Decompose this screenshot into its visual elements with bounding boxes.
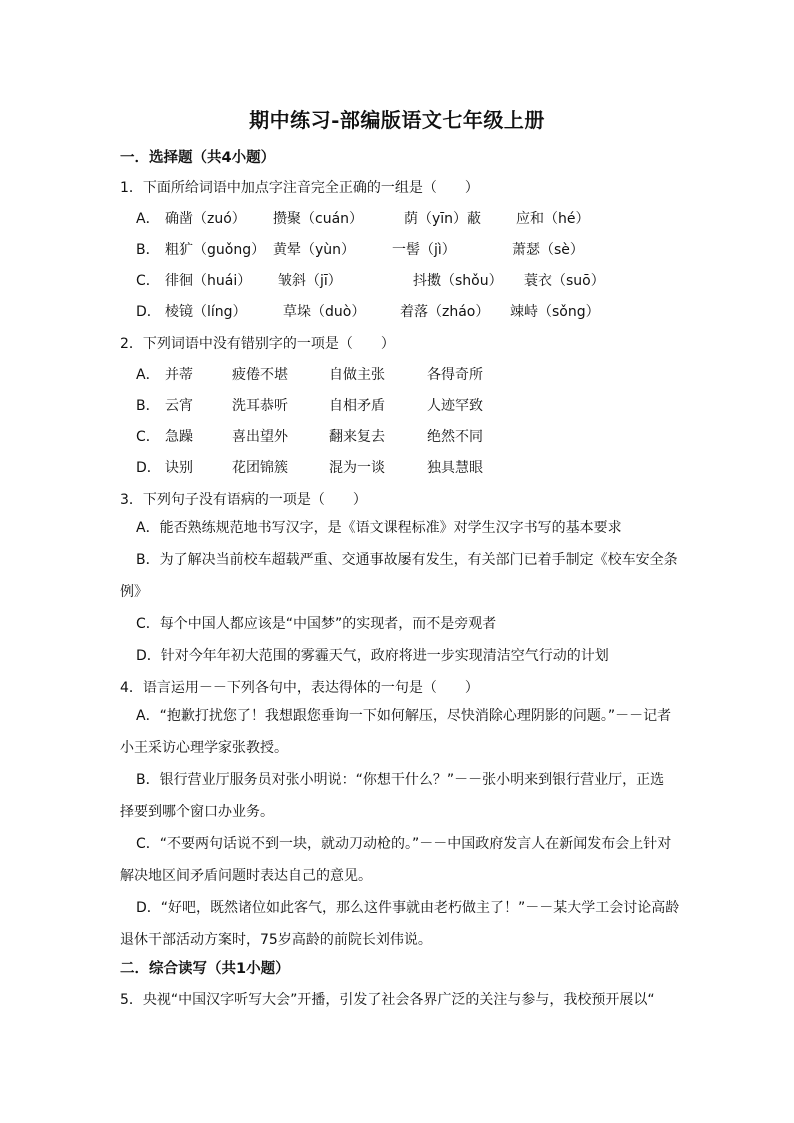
option-item: 黄晕（yùn）	[273, 242, 356, 258]
question-4-option-a: A．“抱歉打扰您了！我想跟您垂询一下如何解压，尽快消除心理阴影的问题。”－－记者	[136, 708, 672, 724]
option-item: 徘徊（huái）	[165, 273, 252, 289]
question-4-options	[120, 700, 680, 956]
option-item: 急躁	[165, 429, 193, 445]
option-label: A．	[136, 211, 160, 227]
option-item: 洗耳恭听	[232, 398, 288, 414]
option-item: 诀别	[165, 460, 193, 476]
option-item: 棱镜（líng）	[165, 304, 247, 320]
question-4-option-d-continued: 退休干部活动方案时，75岁高龄的前院长刘伟说。	[120, 932, 432, 948]
option-item: 混为一谈	[329, 460, 385, 476]
option-item: 喜出望外	[232, 429, 288, 445]
option-item: 人迹罕致	[427, 398, 483, 414]
question-3-option-a: A．能否熟练规范地书写汉字，是《语文课程标准》对学生汉字书写的基本要求	[136, 520, 622, 536]
option-item: 皱斜（jī）	[278, 273, 342, 289]
option-item: 萧瑟（sè）	[512, 242, 584, 258]
option-item: 一髻（jì）	[392, 242, 456, 258]
option-label: C．	[136, 429, 160, 445]
question-4-stem: 4．语言运用－－下列各句中，表达得体的一句是（ ）	[120, 680, 479, 696]
option-item: 抖擞（shǒu）	[413, 273, 503, 289]
option-item: 着落（zháo）	[400, 304, 490, 320]
option-label: A．	[136, 367, 160, 383]
option-item: 应和（hé）	[516, 211, 590, 227]
option-item: 并蒂	[165, 367, 193, 383]
question-4-option-c: C．“不要两句话说不到一块，就动刀动枪的。”－－中国政府发言人在新闻发布会上针对	[136, 836, 672, 852]
question-3-options	[120, 512, 676, 672]
option-item: 花团锦簇	[232, 460, 288, 476]
question-1-stem: 1．下面所给词语中加点字注音完全正确的一组是（ ）	[120, 180, 479, 196]
question-3-option-b-continued: 例》	[120, 584, 148, 600]
question-4-option-c-continued: 解决地区间矛盾问题时表达自己的意见。	[120, 868, 372, 884]
option-item: 荫（yīn）蔽	[404, 211, 482, 227]
option-item: 独具慧眼	[427, 460, 483, 476]
document-title: 期中练习-部编版语文七年级上册	[249, 108, 545, 132]
option-item: 绝然不同	[427, 429, 483, 445]
option-item: 竦峙（sǒng）	[510, 304, 600, 320]
option-item: 蓑衣（suō）	[524, 273, 605, 289]
section-heading-choice: 一．选择题（共4小题）	[120, 150, 276, 166]
option-item: 攒聚（cuán）	[273, 211, 364, 227]
option-item: 粗犷（guǒng）	[165, 242, 266, 258]
question-3-option-d: D．针对今年年初大范围的雾霾天气，政府将进一步实现清洁空气行动的计划	[136, 648, 609, 664]
option-item: 自相矛盾	[329, 398, 385, 414]
option-label: B．	[136, 242, 160, 258]
section-heading-reading-writing: 二．综合读写（共1小题）	[120, 961, 290, 977]
question-2-stem: 2．下列词语中没有错别字的一项是（ ）	[120, 336, 395, 352]
option-label: B．	[136, 398, 160, 414]
option-item: 翻来复去	[329, 429, 385, 445]
option-item: 自做主张	[329, 367, 385, 383]
question-5-stem: 5．央视“中国汉字听写大会”开播，引发了社会各界广泛的关注与参与，我校预开展以“	[120, 992, 655, 1008]
question-3-option-c: C．每个中国人都应该是“中国梦”的实现者，而不是旁观者	[136, 616, 497, 632]
question-4-option-b: B．银行营业厅服务员对张小明说：“你想干什么？”－－张小明来到银行营业厅，正选	[136, 772, 665, 788]
option-label: C．	[136, 273, 160, 289]
option-item: 各得奇所	[427, 367, 483, 383]
question-4-option-b-continued: 择要到哪个窗口办业务。	[120, 804, 274, 820]
option-label: D．	[136, 460, 161, 476]
option-item: 草垛（duò）	[283, 304, 366, 320]
question-3-option-b: B．为了解决当前校车超载严重、交通事故屡有发生，有关部门已着手制定《校车安全条	[136, 552, 678, 568]
option-item: 疲倦不堪	[232, 367, 288, 383]
question-4-option-a-continued: 小王采访心理学家张教授。	[120, 740, 288, 756]
question-3-stem: 3．下列句子没有语病的一项是（ ）	[120, 492, 367, 508]
question-4-option-d: D．“好吧，既然诸位如此客气，那么这件事就由老朽做主了！”－－某大学工会讨论高龄	[136, 900, 680, 916]
option-item: 确凿（zuó）	[165, 211, 246, 227]
option-label: D．	[136, 304, 161, 320]
option-item: 云宵	[165, 398, 193, 414]
